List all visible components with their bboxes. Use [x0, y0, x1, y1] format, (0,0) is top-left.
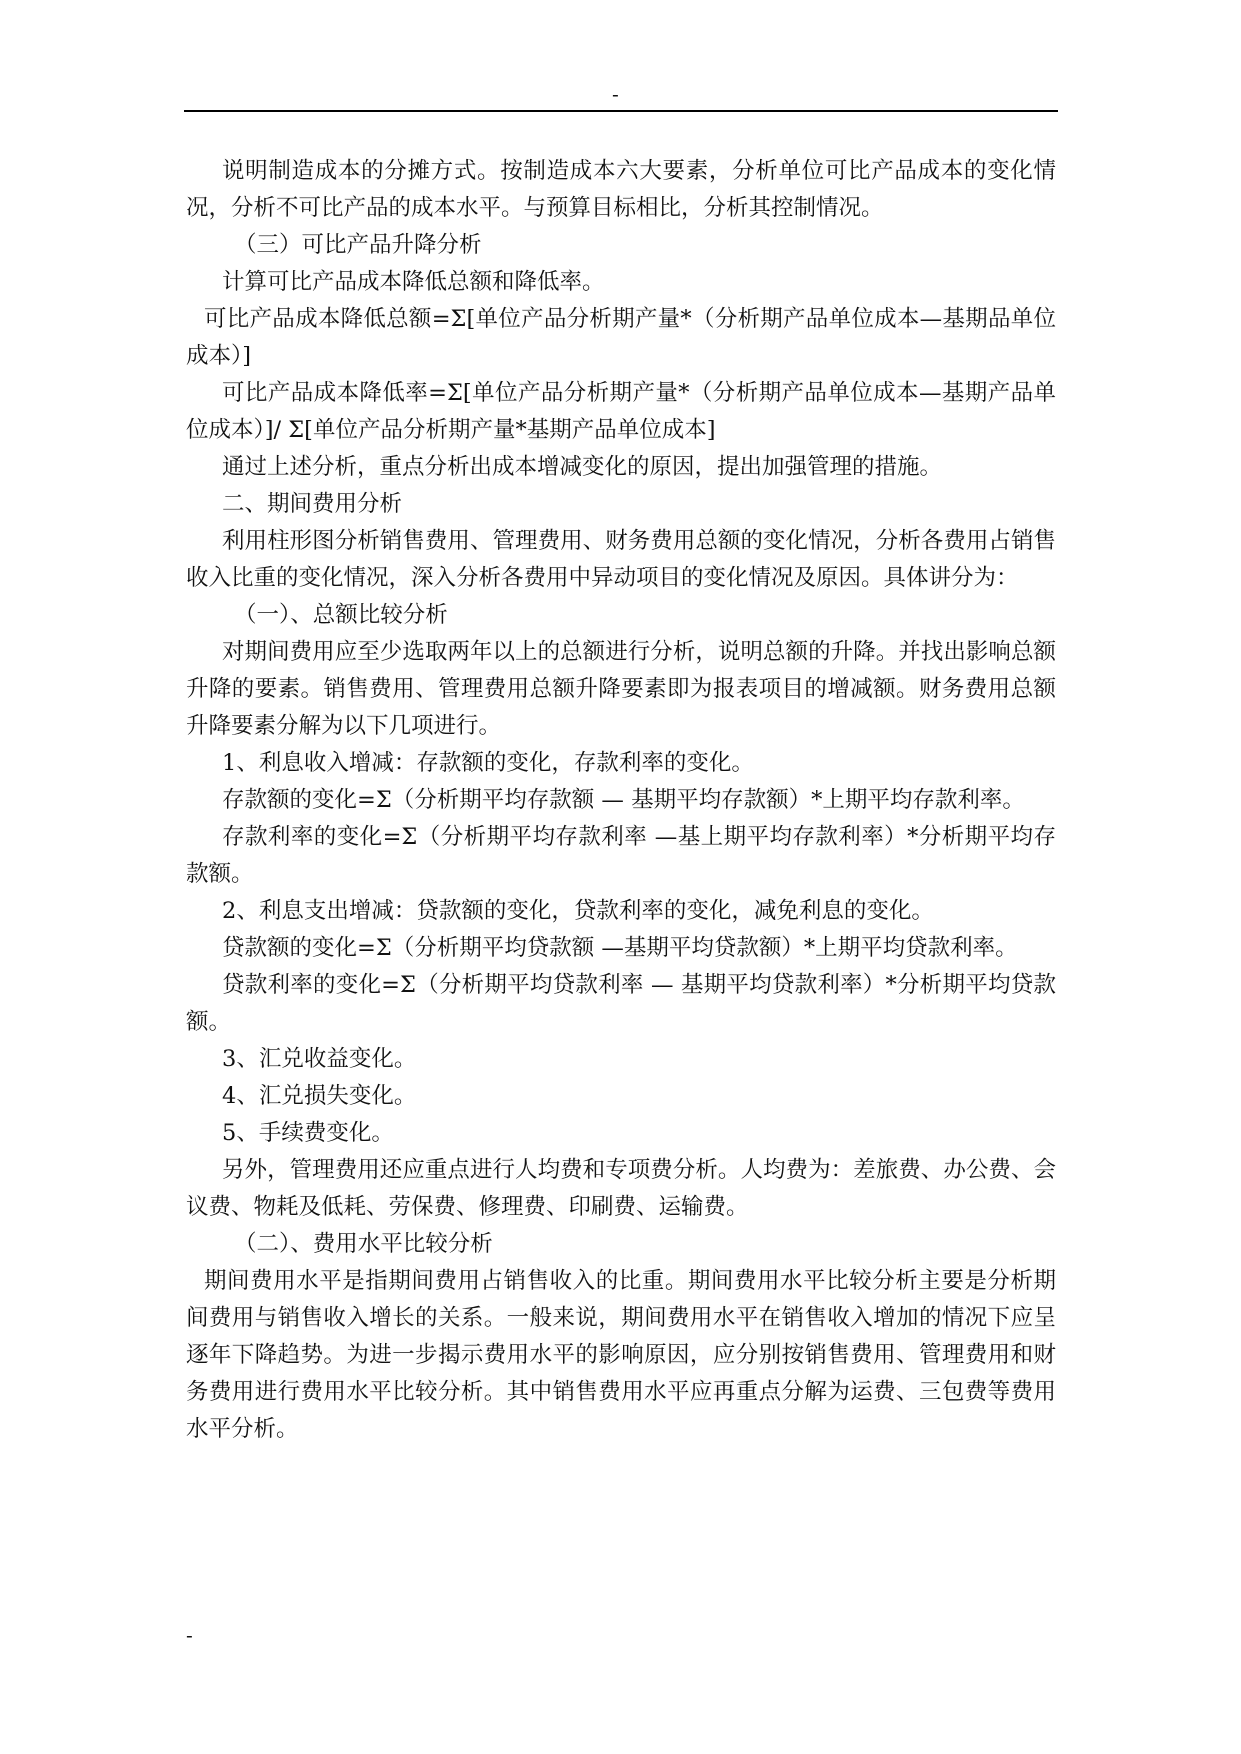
formula-reduction-rate: 可比产品成本降低率=Σ[单位产品分析期产量*（分析期产品单位成本—基期产品单位成本）]/ Σ[单位产品分析期产量*基期产品单位成本] [186, 380, 1056, 443]
heading-total-comparison: （一）、总额比较分析 [234, 602, 448, 628]
paragraph-expense-level: 期间费用水平是指期间费用占销售收入的比重。期间费用水平比较分析主要是分析期间费用与销售收入增长的关系。一般来说，期间费用水平在销售收入增加的情况下应呈逐年下降趋势。为进一步揭示费用水平的影响原因，应分别按销售费用、管理费用和财务费用进行费用水平比较分析。其中销售费用水平应再重点分解为运费、三包费等费用水平分析。 [186, 1268, 1056, 1442]
paragraph-cost-allocation: 说明制造成本的分摊方式。按制造成本六大要素，分析单位可比产品成本的变化情况，分析不可比产品的成本水平。与预算目标相比，分析其控制情况。 [186, 158, 1056, 221]
list-item-exchange-gain: 3、汇兑收益变化。 [222, 1046, 417, 1072]
document-body [186, 153, 1056, 1448]
paragraph-bar-chart-analysis: 利用柱形图分析销售费用、管理费用、财务费用总额的变化情况，分析各费用占销售收入比重的变化情况，深入分析各费用中异动项目的变化情况及原因。具体讲分为： [186, 528, 1056, 591]
formula-deposit-rate: 存款利率的变化=Σ（分析期平均存款利率 —基上期平均存款利率）*分析期平均存款额。 [186, 824, 1056, 887]
heading-period-expenses: 二、期间费用分析 [222, 491, 403, 517]
formula-reduction-total: 可比产品成本降低总额=Σ[单位产品分析期产量*（分析期产品单位成本—基期品单位成本）] [186, 306, 1056, 369]
header-rule [184, 110, 1058, 112]
heading-expense-level: （二）、费用水平比较分析 [234, 1231, 493, 1257]
list-item-interest-expense: 2、利息支出增减：贷款额的变化，贷款利率的变化，减免利息的变化。 [222, 898, 934, 924]
heading-comparable-products: （三）可比产品升降分析 [234, 232, 482, 258]
paragraph-analysis-summary: 通过上述分析，重点分析出成本增减变化的原因，提出加强管理的措施。 [222, 454, 943, 480]
formula-loan-rate: 贷款利率的变化=Σ（分析期平均贷款利率 — 基期平均贷款利率）*分析期平均贷款额。 [186, 972, 1056, 1035]
list-item-fees: 5、手续费变化。 [222, 1120, 394, 1146]
paragraph-total-analysis: 对期间费用应至少选取两年以上的总额进行分析，说明总额的升降。并找出影响总额升降的要素。销售费用、管理费用总额升降要素即为报表项目的增减额。财务费用总额升降要素分解为以下几项进行。 [186, 639, 1056, 739]
paragraph-admin-expenses: 另外，管理费用还应重点进行人均费和专项费分析。人均费为：差旅费、办公费、会议费、物耗及低耗、劳保费、修理费、印刷费、运输费。 [186, 1157, 1056, 1220]
paragraph-calc-intro: 计算可比产品成本降低总额和降低率。 [222, 269, 605, 295]
list-item-interest-income: 1、利息收入增减：存款额的变化，存款利率的变化。 [222, 750, 754, 776]
formula-loan-amount: 贷款额的变化=Σ（分析期平均贷款额 —基期平均贷款额）*上期平均贷款利率。 [222, 935, 1018, 961]
formula-deposit-amount: 存款额的变化=Σ（分析期平均存款额 — 基期平均存款额）*上期平均存款利率。 [222, 787, 1025, 813]
footer-mark: - [186, 1623, 193, 1647]
list-item-exchange-loss: 4、汇兑损失变化。 [222, 1083, 417, 1109]
header-mark: - [612, 82, 619, 106]
